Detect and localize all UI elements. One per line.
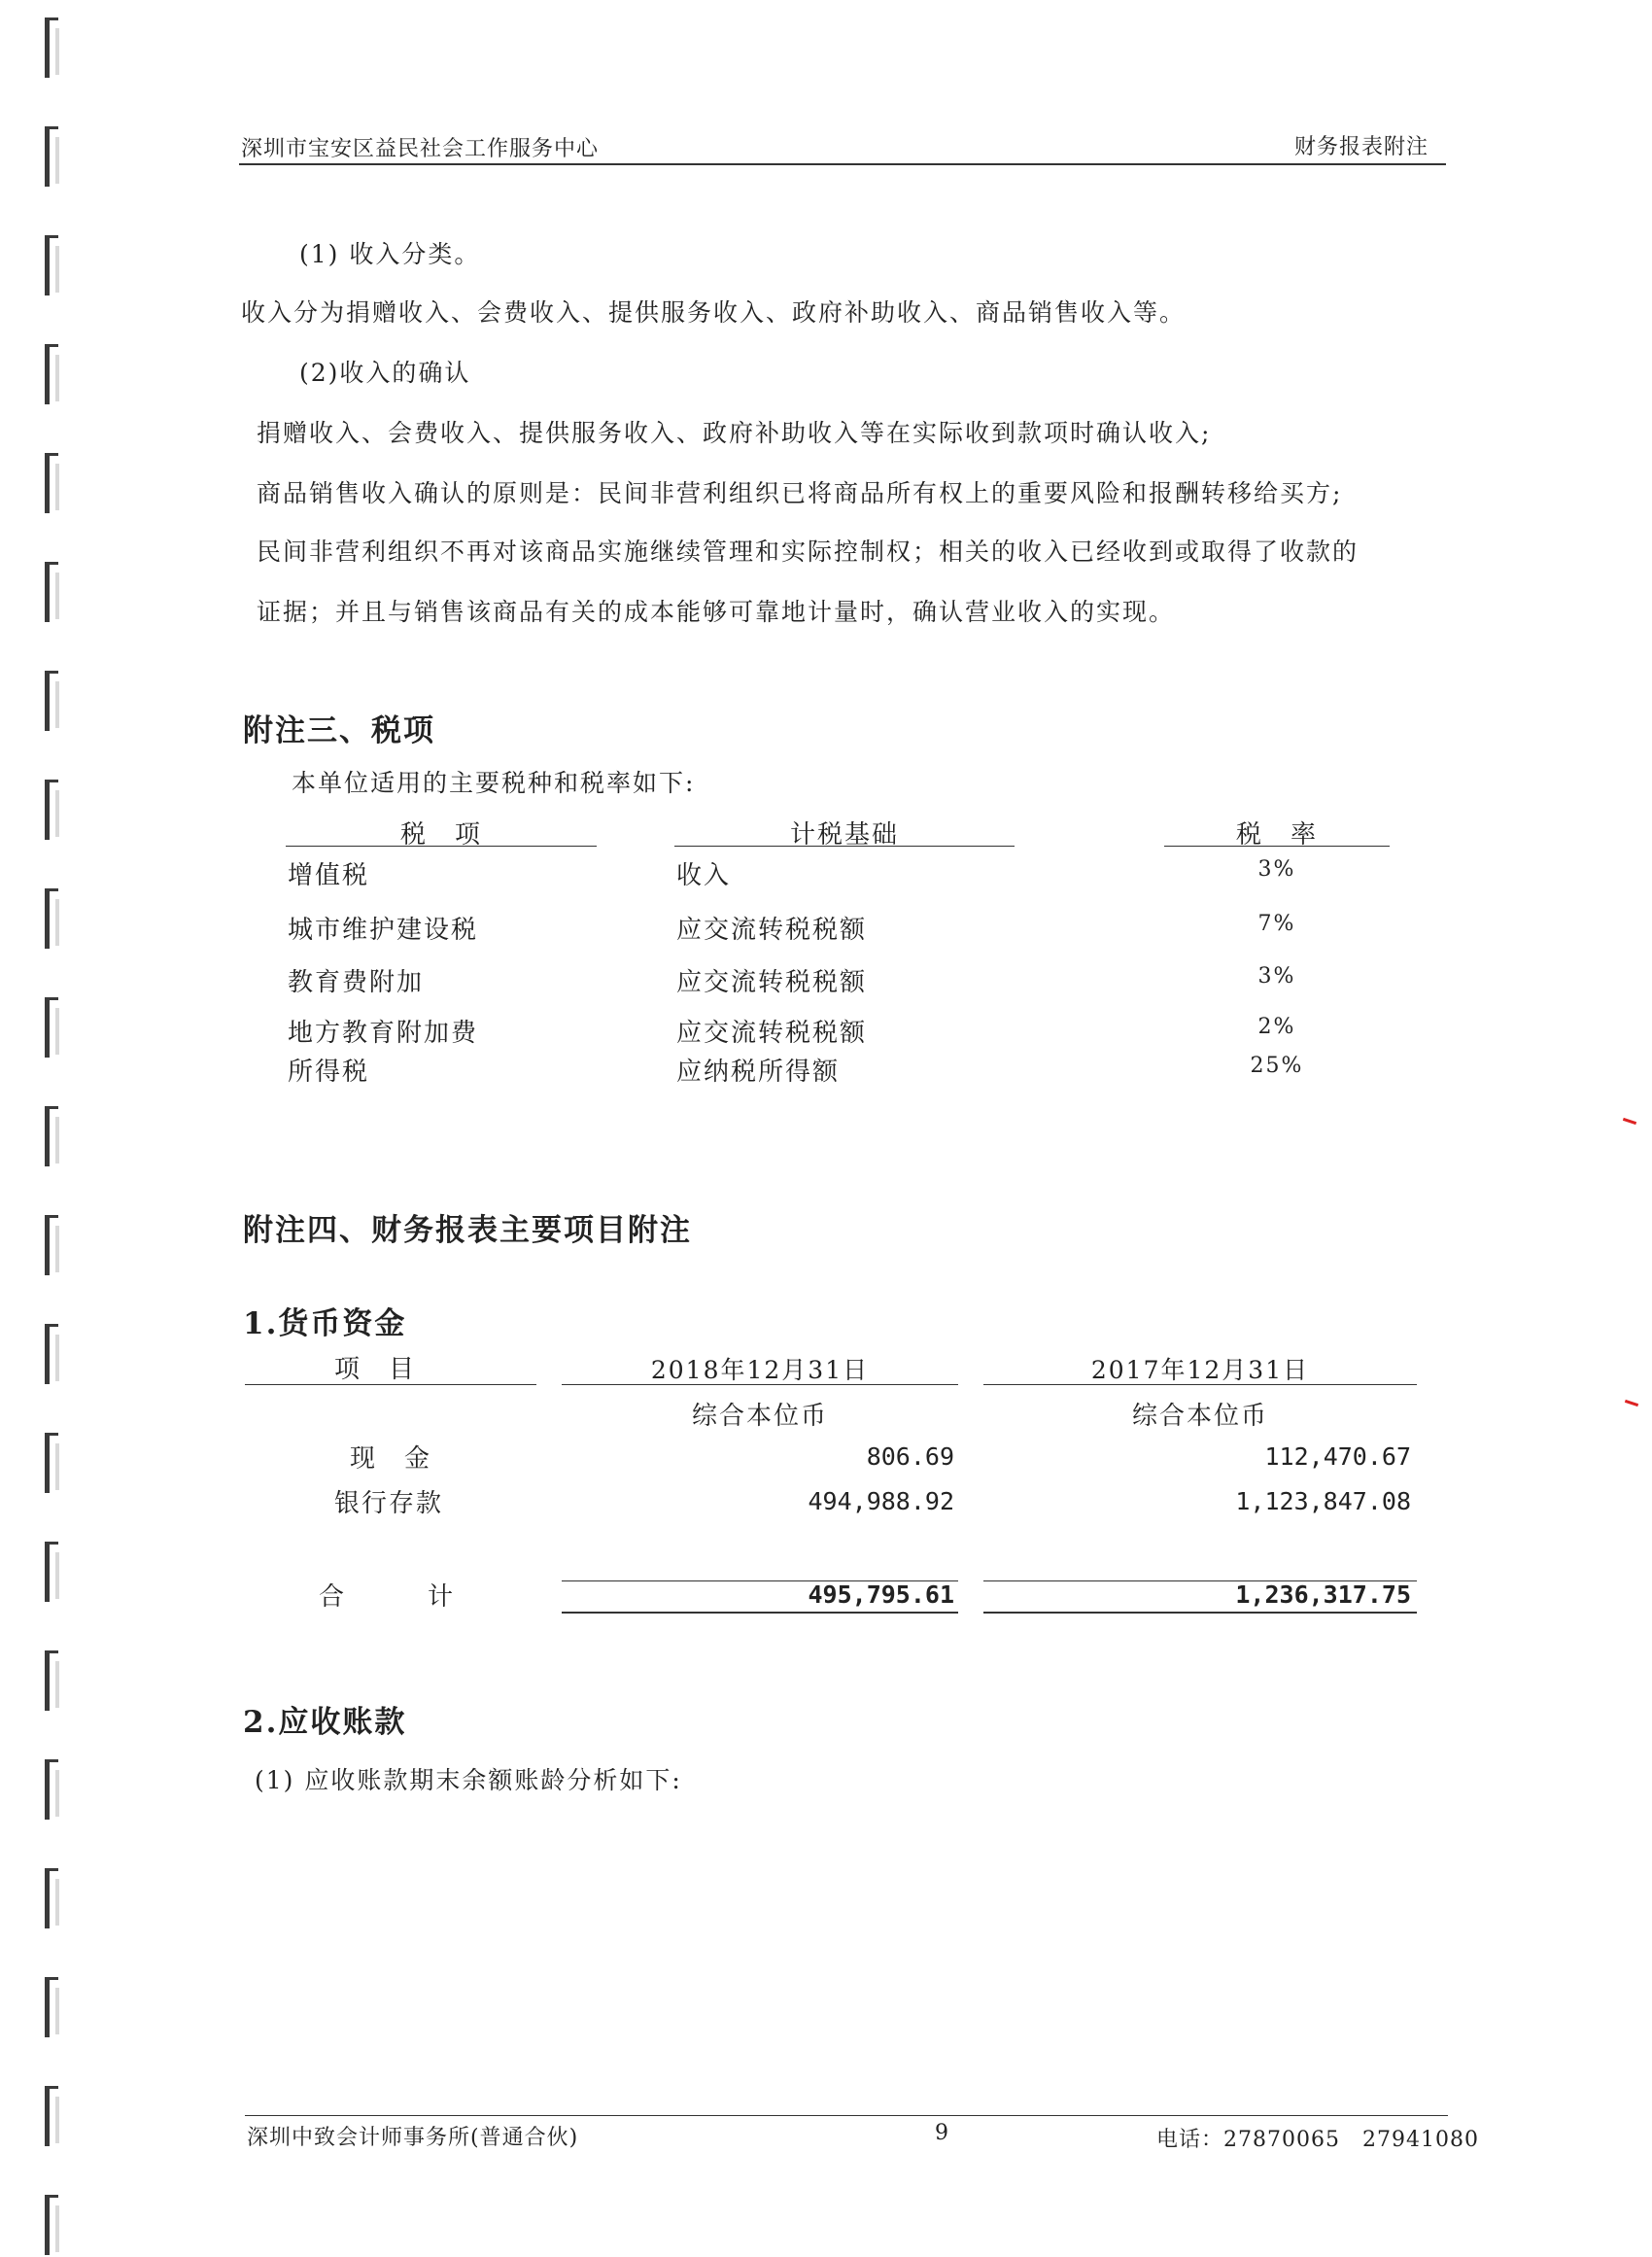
- binding-hole: [45, 1215, 58, 1275]
- tax-row-item: 所得税: [288, 1058, 370, 1087]
- header-org-name: 深圳市宝安区益民社会工作服务中心: [241, 137, 600, 161]
- cash-currency-2017: 综合本位币: [1131, 1402, 1268, 1431]
- footer-phone: 电话：27870065 27941080: [1156, 2128, 1479, 2152]
- edge-mark: [1623, 1118, 1636, 1125]
- tax-row-base: 应交流转税税额: [676, 916, 868, 945]
- receivables-heading: 2.应收账款: [243, 1705, 407, 1740]
- note4-heading: 附注四、财务报表主要项目附注: [243, 1213, 692, 1248]
- binding-hole: [45, 997, 58, 1058]
- tax-row-item: 地方教育附加费: [288, 1019, 479, 1048]
- cash-heading: 1.货币资金: [243, 1306, 407, 1341]
- tax-row-item: 城市维护建设税: [288, 916, 479, 945]
- tax-row-base: 应纳税所得额: [676, 1058, 841, 1087]
- tax-col-base: 计税基础: [789, 820, 899, 850]
- receivables-sub: (1) 应收账款期末余额账龄分析如下:: [255, 1766, 682, 1794]
- cash-total-rule: [562, 1612, 958, 1614]
- binding-hole: [45, 2086, 58, 2146]
- binding-hole: [45, 344, 58, 404]
- tax-col-rule: [674, 846, 1015, 847]
- cash-total-rule: [983, 1612, 1417, 1614]
- binding-hole: [45, 453, 58, 513]
- tax-row-rate: 7%: [1257, 912, 1296, 936]
- cash-row-item: 现 金: [350, 1444, 432, 1474]
- cash-row-2018: 494,988.92: [808, 1487, 954, 1515]
- cash-total-2017: 1,236,317.75: [1235, 1580, 1411, 1609]
- binding-hole: [45, 1759, 58, 1820]
- cash-col-rule: [245, 1384, 536, 1385]
- binding-hole: [45, 671, 58, 731]
- footer-firm: 深圳中致会计师事务所(普通合伙): [247, 2126, 579, 2150]
- footer-rule: [245, 2115, 1448, 2116]
- binding-hole: [45, 235, 58, 295]
- tax-col-rule: [286, 846, 597, 847]
- tax-col-item: 税 项: [399, 820, 482, 850]
- header-doc-title: 财务报表附注: [1294, 135, 1429, 159]
- cash-col-2017: 2017年12月31日: [1090, 1356, 1310, 1384]
- binding-hole: [45, 1977, 58, 2037]
- cash-col-item: 项 目: [334, 1355, 417, 1384]
- tax-row-rate: 3%: [1257, 857, 1296, 882]
- binding-hole: [45, 1542, 58, 1602]
- tax-row-item: 教育费附加: [288, 968, 425, 997]
- binding-hole: [45, 562, 58, 622]
- cash-col-2018: 2018年12月31日: [650, 1356, 870, 1384]
- tax-row-rate: 25%: [1250, 1054, 1304, 1078]
- cash-row-2017: 112,470.67: [1264, 1442, 1411, 1471]
- income-class-heading: (1) 收入分类。: [299, 240, 481, 268]
- tax-row-base: 应交流转税税额: [676, 1019, 868, 1048]
- footer-page-number: 9: [935, 2121, 949, 2145]
- income-recog-line: 民间非营利组织不再对该商品实施继续管理和实际控制权；相关的收入已经收到或取得了收款的: [257, 538, 1359, 566]
- binding-hole: [45, 2195, 58, 2255]
- tax-row-rate: 3%: [1257, 964, 1296, 989]
- tax-row-item: 增值税: [288, 861, 370, 890]
- binding-hole: [45, 126, 58, 187]
- cash-total-label: 合 计: [319, 1582, 456, 1612]
- income-recog-heading: (2)收入的确认: [299, 359, 471, 387]
- tax-row-rate: 2%: [1257, 1015, 1296, 1039]
- income-recog-line: 商品销售收入确认的原则是：民间非营利组织已将商品所有权上的重要风险和报酬转移给买方;: [257, 479, 1343, 507]
- income-recog-line: 捐赠收入、会费收入、提供服务收入、政府补助收入等在实际收到款项时确认收入;: [257, 419, 1212, 447]
- cash-currency-2018: 综合本位币: [691, 1402, 828, 1431]
- cash-col-rule: [562, 1384, 958, 1385]
- binding-hole: [45, 1433, 58, 1493]
- cash-row-item: 银行存款: [334, 1489, 444, 1518]
- binding-hole: [45, 1868, 58, 1928]
- cash-row-2017: 1,123,847.08: [1235, 1487, 1411, 1515]
- cash-col-rule: [983, 1384, 1417, 1385]
- tax-col-rate: 税 率: [1235, 820, 1318, 850]
- cash-row-2018: 806.69: [866, 1442, 954, 1471]
- binding-hole: [45, 17, 58, 78]
- tax-heading: 附注三、税项: [243, 713, 435, 748]
- income-class-text: 收入分为捐赠收入、会费收入、提供服务收入、政府补助收入、商品销售收入等。: [241, 298, 1187, 327]
- binding-hole: [45, 888, 58, 949]
- edge-mark: [1625, 1400, 1638, 1406]
- tax-col-rule: [1164, 846, 1390, 847]
- binding-holes: [45, 0, 66, 2257]
- income-recog-line: 证据；并且与销售该商品有关的成本能够可靠地计量时，确认营业收入的实现。: [257, 598, 1176, 626]
- binding-hole: [45, 1106, 58, 1166]
- tax-row-base: 应交流转税税额: [676, 968, 868, 997]
- header-rule: [239, 163, 1446, 165]
- binding-hole: [45, 780, 58, 840]
- tax-intro: 本单位适用的主要税种和税率如下:: [292, 769, 696, 797]
- binding-hole: [45, 1324, 58, 1384]
- cash-total-2018: 495,795.61: [808, 1580, 954, 1609]
- binding-hole: [45, 1650, 58, 1711]
- tax-row-base: 收入: [676, 861, 732, 890]
